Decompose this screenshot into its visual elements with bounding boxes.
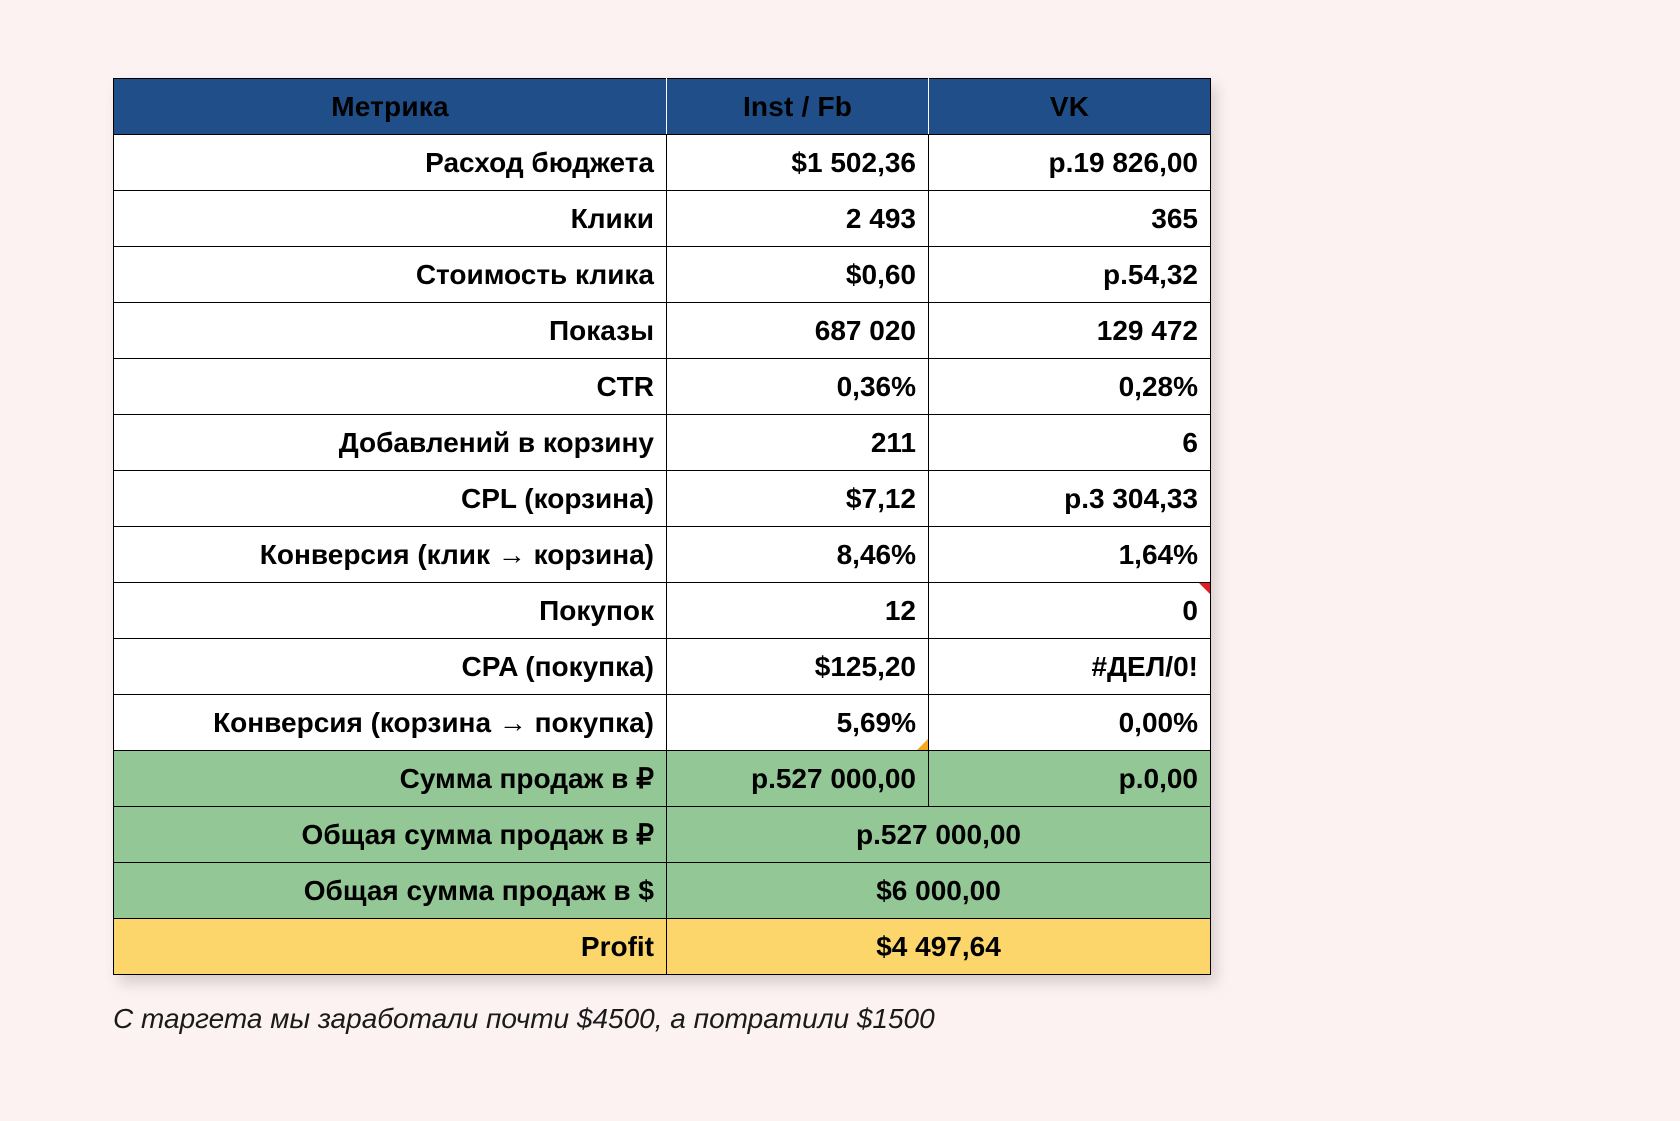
metrics-table-container: [113, 78, 1210, 975]
table-row-total-rub: [114, 807, 1211, 863]
row-label: CPA (покупка): [114, 639, 667, 695]
row-label: Показы: [114, 303, 667, 359]
row-value-vk: р.54,32: [929, 247, 1211, 303]
table-row: [114, 583, 1211, 639]
row-value-inst: $0,60: [667, 247, 929, 303]
table-row: [114, 303, 1211, 359]
row-value-vk: [929, 583, 1211, 639]
column-header-inst-fb: Inst / Fb: [667, 79, 929, 135]
caption-text: С таргета мы заработали почти $4500, а потратили $1500: [113, 1003, 935, 1034]
row-label-total-usd: Общая сумма продаж в $: [114, 863, 667, 919]
table-row: [114, 527, 1211, 583]
row-value-total-rub: р.527 000,00: [667, 807, 1211, 863]
row-label: Конверсия (клик → корзина): [114, 527, 667, 583]
error-marker-icon: [1199, 583, 1210, 594]
row-value-inst-text: 5,69%: [836, 706, 916, 738]
row-value-sales-inst: р.527 000,00: [667, 751, 929, 807]
row-value-vk: 129 472: [929, 303, 1211, 359]
row-value-inst: 211: [667, 415, 929, 471]
row-label-sales: Сумма продаж в ₽: [114, 751, 667, 807]
row-value-inst: 687 020: [667, 303, 929, 359]
column-header-metric: Метрика: [114, 79, 667, 135]
row-value-inst: 12: [667, 583, 929, 639]
table-header: [114, 79, 1211, 135]
row-value-total-usd: $6 000,00: [667, 863, 1211, 919]
row-label: Расход бюджета: [114, 135, 667, 191]
row-label-total-rub: Общая сумма продаж в ₽: [114, 807, 667, 863]
row-label: Клики: [114, 191, 667, 247]
row-label: Конверсия (корзина → покупка): [114, 695, 667, 751]
row-value-vk: 6: [929, 415, 1211, 471]
note-marker-icon: [917, 739, 928, 750]
row-value-inst: 2 493: [667, 191, 929, 247]
row-value-inst: 8,46%: [667, 527, 929, 583]
row-value-inst: $7,12: [667, 471, 929, 527]
row-value-vk: 365: [929, 191, 1211, 247]
row-value-vk: 0,28%: [929, 359, 1211, 415]
table-row: [114, 247, 1211, 303]
row-value-profit: $4 497,64: [667, 919, 1211, 975]
row-label: Добавлений в корзину: [114, 415, 667, 471]
row-value-sales-vk: р.0,00: [929, 751, 1211, 807]
table-row: [114, 695, 1211, 751]
row-value-vk-error: #ДЕЛ/0!: [929, 639, 1211, 695]
row-label: CPL (корзина): [114, 471, 667, 527]
table-row: [114, 471, 1211, 527]
row-value-vk: 1,64%: [929, 527, 1211, 583]
row-value-vk: р.3 304,33: [929, 471, 1211, 527]
metrics-table: [113, 78, 1211, 975]
table-row-profit: [114, 919, 1211, 975]
row-label: CTR: [114, 359, 667, 415]
table-row: [114, 415, 1211, 471]
row-value-inst: $125,20: [667, 639, 929, 695]
column-header-vk: VK: [929, 79, 1211, 135]
row-value-vk: р.19 826,00: [929, 135, 1211, 191]
row-value-inst: $1 502,36: [667, 135, 929, 191]
row-label-profit: Profit: [114, 919, 667, 975]
table-row: [114, 359, 1211, 415]
table-row-total-usd: [114, 863, 1211, 919]
row-value-vk-text: 0: [1182, 594, 1198, 626]
table-header-row: [114, 79, 1211, 135]
table-row: [114, 135, 1211, 191]
table-row: [114, 191, 1211, 247]
row-value-inst: [667, 695, 929, 751]
row-value-vk: 0,00%: [929, 695, 1211, 751]
row-value-inst: 0,36%: [667, 359, 929, 415]
table-row-sales: [114, 751, 1211, 807]
table-body: [114, 135, 1211, 975]
table-row: [114, 639, 1211, 695]
row-label: Покупок: [114, 583, 667, 639]
row-label: Стоимость клика: [114, 247, 667, 303]
